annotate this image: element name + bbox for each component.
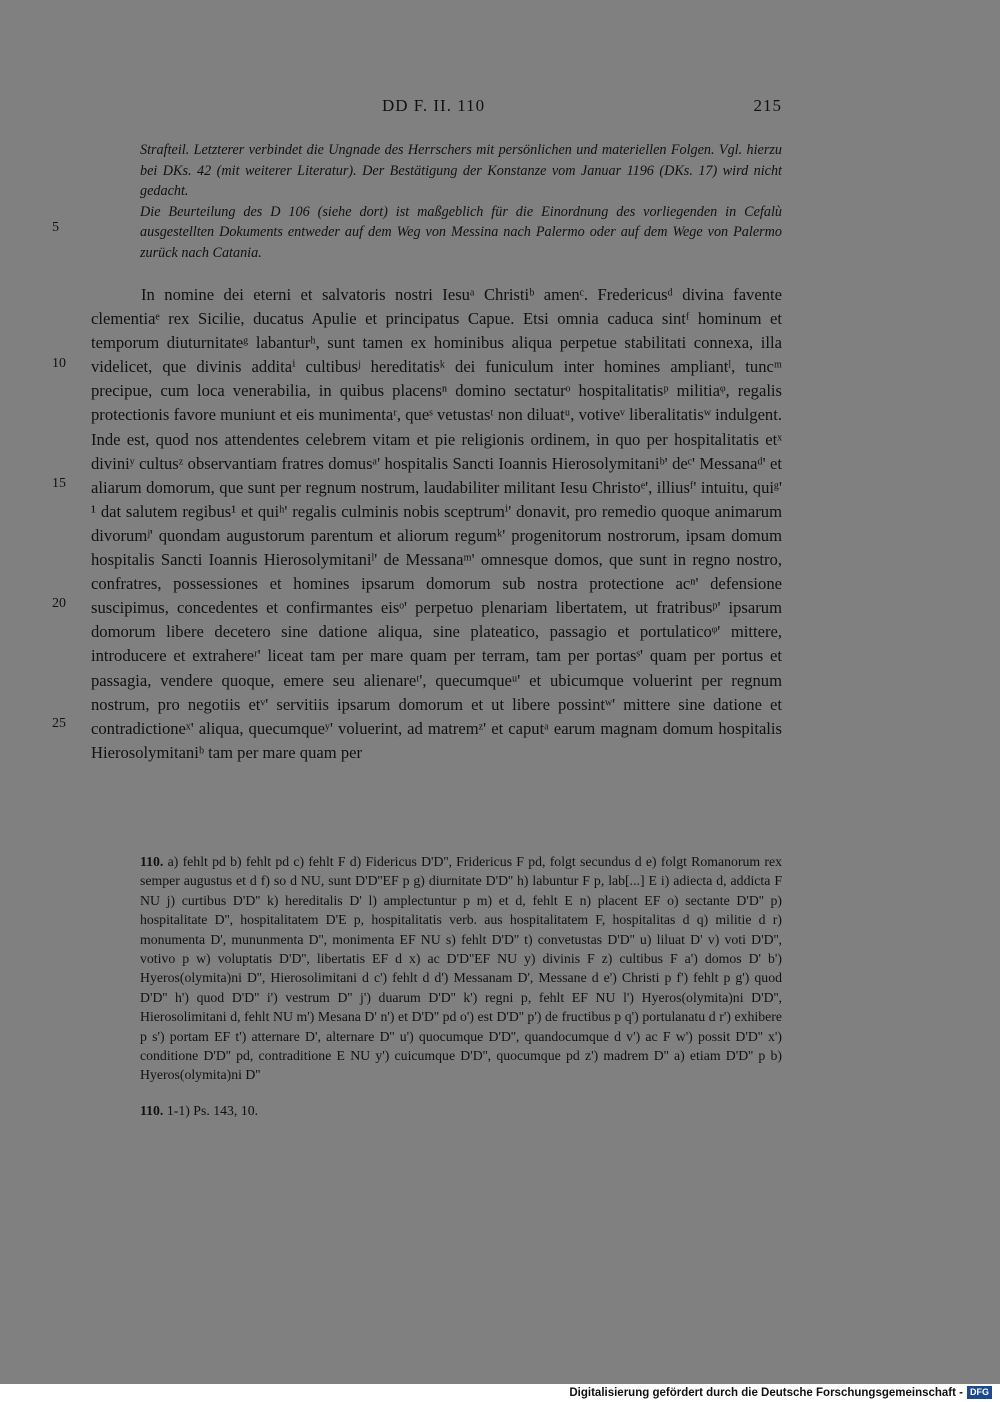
line-number: 10: [52, 356, 66, 371]
source-notes: [140, 1101, 782, 1120]
page-number: 215: [753, 96, 782, 115]
apparatus-number: 110.: [140, 854, 164, 869]
dfg-logo: DFG: [967, 1386, 992, 1399]
critical-apparatus: [140, 852, 782, 1120]
digitization-credit: [569, 1386, 992, 1399]
editorial-commentary: [140, 140, 782, 263]
line-number: 15: [52, 476, 66, 491]
line-number: 5: [52, 220, 59, 235]
apparatus-variants: [140, 852, 782, 1085]
commentary-paragraph-1: Strafteil. Letzterer verbindet die Ungnade des Herrschers mit persönlichen und materiellen Folgen. Vgl. hierzu bei DKs. 42 (mit weiterer Literatur). Der Bestätigung der Konstanze vom Januar 1196 (DKs. 17) wird nicht gedacht.: [140, 142, 782, 199]
running-head: DD F. II. 110: [382, 96, 486, 115]
charter-text: [91, 283, 782, 765]
apparatus-text: a) fehlt pd b) fehlt pd c) fehlt F d) Fidericus D'D'', Fridericus F pd, folgt secundus d e) folgt Romanorum rex semper augustus et d f) so d NU, sunt D'D''EF p g) diurnitate D'D'' h) labuntur F p, lab[...] E i) adiecta d, addicta F NU j) curtibus D'D'' k) hereditalis D' l) amplectuntur p m) et d, fehlt E n) placent EF o) sectante D'D'' p) hospitalitate D'', hospitalitatem D'E p, hospitalitatis verb. aus hospitalitatem F, hospitalitas d q) militie d r) monumenta D', mununmenta D'', monimenta EF NU s) fehlt D'D'' t) convetustas D'D'' u) liluat D' v) voti D'D'', votivo p w) voluptatis D'D'', libertatis EF d x) ac D'D''EF NU y) divinis F z) cultibus F a') domos D' b') Hyeros(olymita)ni D'', Hierosolimitani d c') fehlt d d') Messanam D', Messane d e') Christi p f') fehlt p g') quod D'D'' h') quod D'D'' i') vestrum D'' j') duarum D'D'' k') regni p, fehlt EF NU l') Hyeros(olymita)ni D'D'', Hierosolimitani d, fehlt NU m') Mesana D' n') et D'D'' pd o') est D'D'' p') de fructibus p q') portulanatu d r') exhibere p s') portam EF t') atternare D', alternare D'' u') quocumque D'D'', quandocumque d v') ac F w') possit D'D'' x') conditione D'D'' pd, contraditione E NU y') cuicumque D'D'', quocumque pd z') madrem D'' a) etiam D'D'' p b) Hyeros(olymita)ni D'': [140, 854, 782, 1083]
sources-number: 110.: [140, 1102, 164, 1118]
commentary-paragraph-2: Die Beurteilung des D 106 (siehe dort) ist maßgeblich für die Einordnung des vorliegenden in Cefalù ausgestellten Dokuments entweder auf dem Weg von Messina nach Palermo oder auf dem Wege von Palermo zurück nach Catania.: [140, 203, 782, 261]
charter-paragraph: In nomine dei eterni et salvatoris nostri Iesuᵃ Christiᵇ amenᶜ. Fredericusᵈ divina favente clementiaᵉ rex Sicilie, ducatus Apulie et principatus Capue. Etsi omnia caduca sintᶠ hominum et temporum diuturnitateᵍ labanturʰ, sunt tamen ex hominibus aliqua perpetue stabilitati connexa, illa videlicet, que divinis additaⁱ cultibusʲ hereditatisᵏ dei funiculum inter homines ampliantˡ, tuncᵐ precipue, cum loca venerabilia, in quibus placensⁿ domino sectaturᵒ hospitalitatisᵖ militiaᵠ, regalis protectionis favore muniunt et eis munimentaʳ, queˢ vetustasᵗ non diluatᵘ, votiveᵛ liberalitatisʷ indulgent. Inde est, quod nos attendentes celebrem vitam et pie religionis ordinem, in quo per hospitalitatis etˣ diviniʸ cultusᶻ observantiam fratres domusᵃ' hospitalis Sancti Ioannis Hierosolymitaniᵇ' deᶜ' Messanaᵈ' et aliarum domorum, que sunt per regnum nostrum, laudabiliter militant Iesu Christoᵉ', illiusᶠ' intuitu, quiᵍ' ¹ dat salutem regibus¹ et quiʰ' regalis culminis nobis sceptrumⁱ' donavit, pro remedio quoque animarum divorumʲ' quondam augustorum parentum et aliorum regumᵏ' progenitorum nostrorum, ipsam domum hospitalis Sancti Ioannis Hierosolymitaniˡ' de Messanaᵐ' omnesque domos, que sunt in regno nostro, confratres, possessiones et homines ipsarum domorum sub nostra protectione acⁿ' defensione suscipimus, concedentes et confirmantes eisᵒ' perpetuo plenariam libertatem, ut fratribusᵖ' ipsarum domorum libere decetero sine datione aliqua, sine plateatico, passagio et portulaticoᵠ' mittere, introducere et extrahereʳ' liceat tam per mare quam per terram, tam per portasˢ' quam per portus et passagia, vendere quoque, emere seu alienareᵗ', quecumqueᵘ' et ubicumque voluerint per regnum nostrum, pro negotiis etᵛ' servitiis ipsarum domorum et ut libere possintʷ' mittere sine datione et contradictioneˣ' aliqua, quecumqueʸ' voluerint, ad matremᶻ' et caputᵃ earum magnam domum hospitalis Hierosolymitaniᵇ tam per mare quam per: [91, 285, 782, 762]
line-number: 25: [52, 716, 66, 731]
sources-text: 1-1) Ps. 143, 10.: [166, 1102, 259, 1118]
line-number: 20: [52, 596, 66, 611]
digitization-text: Digitalisierung gefördert durch die Deutsche Forschungsgemeinschaft -: [569, 1386, 963, 1399]
